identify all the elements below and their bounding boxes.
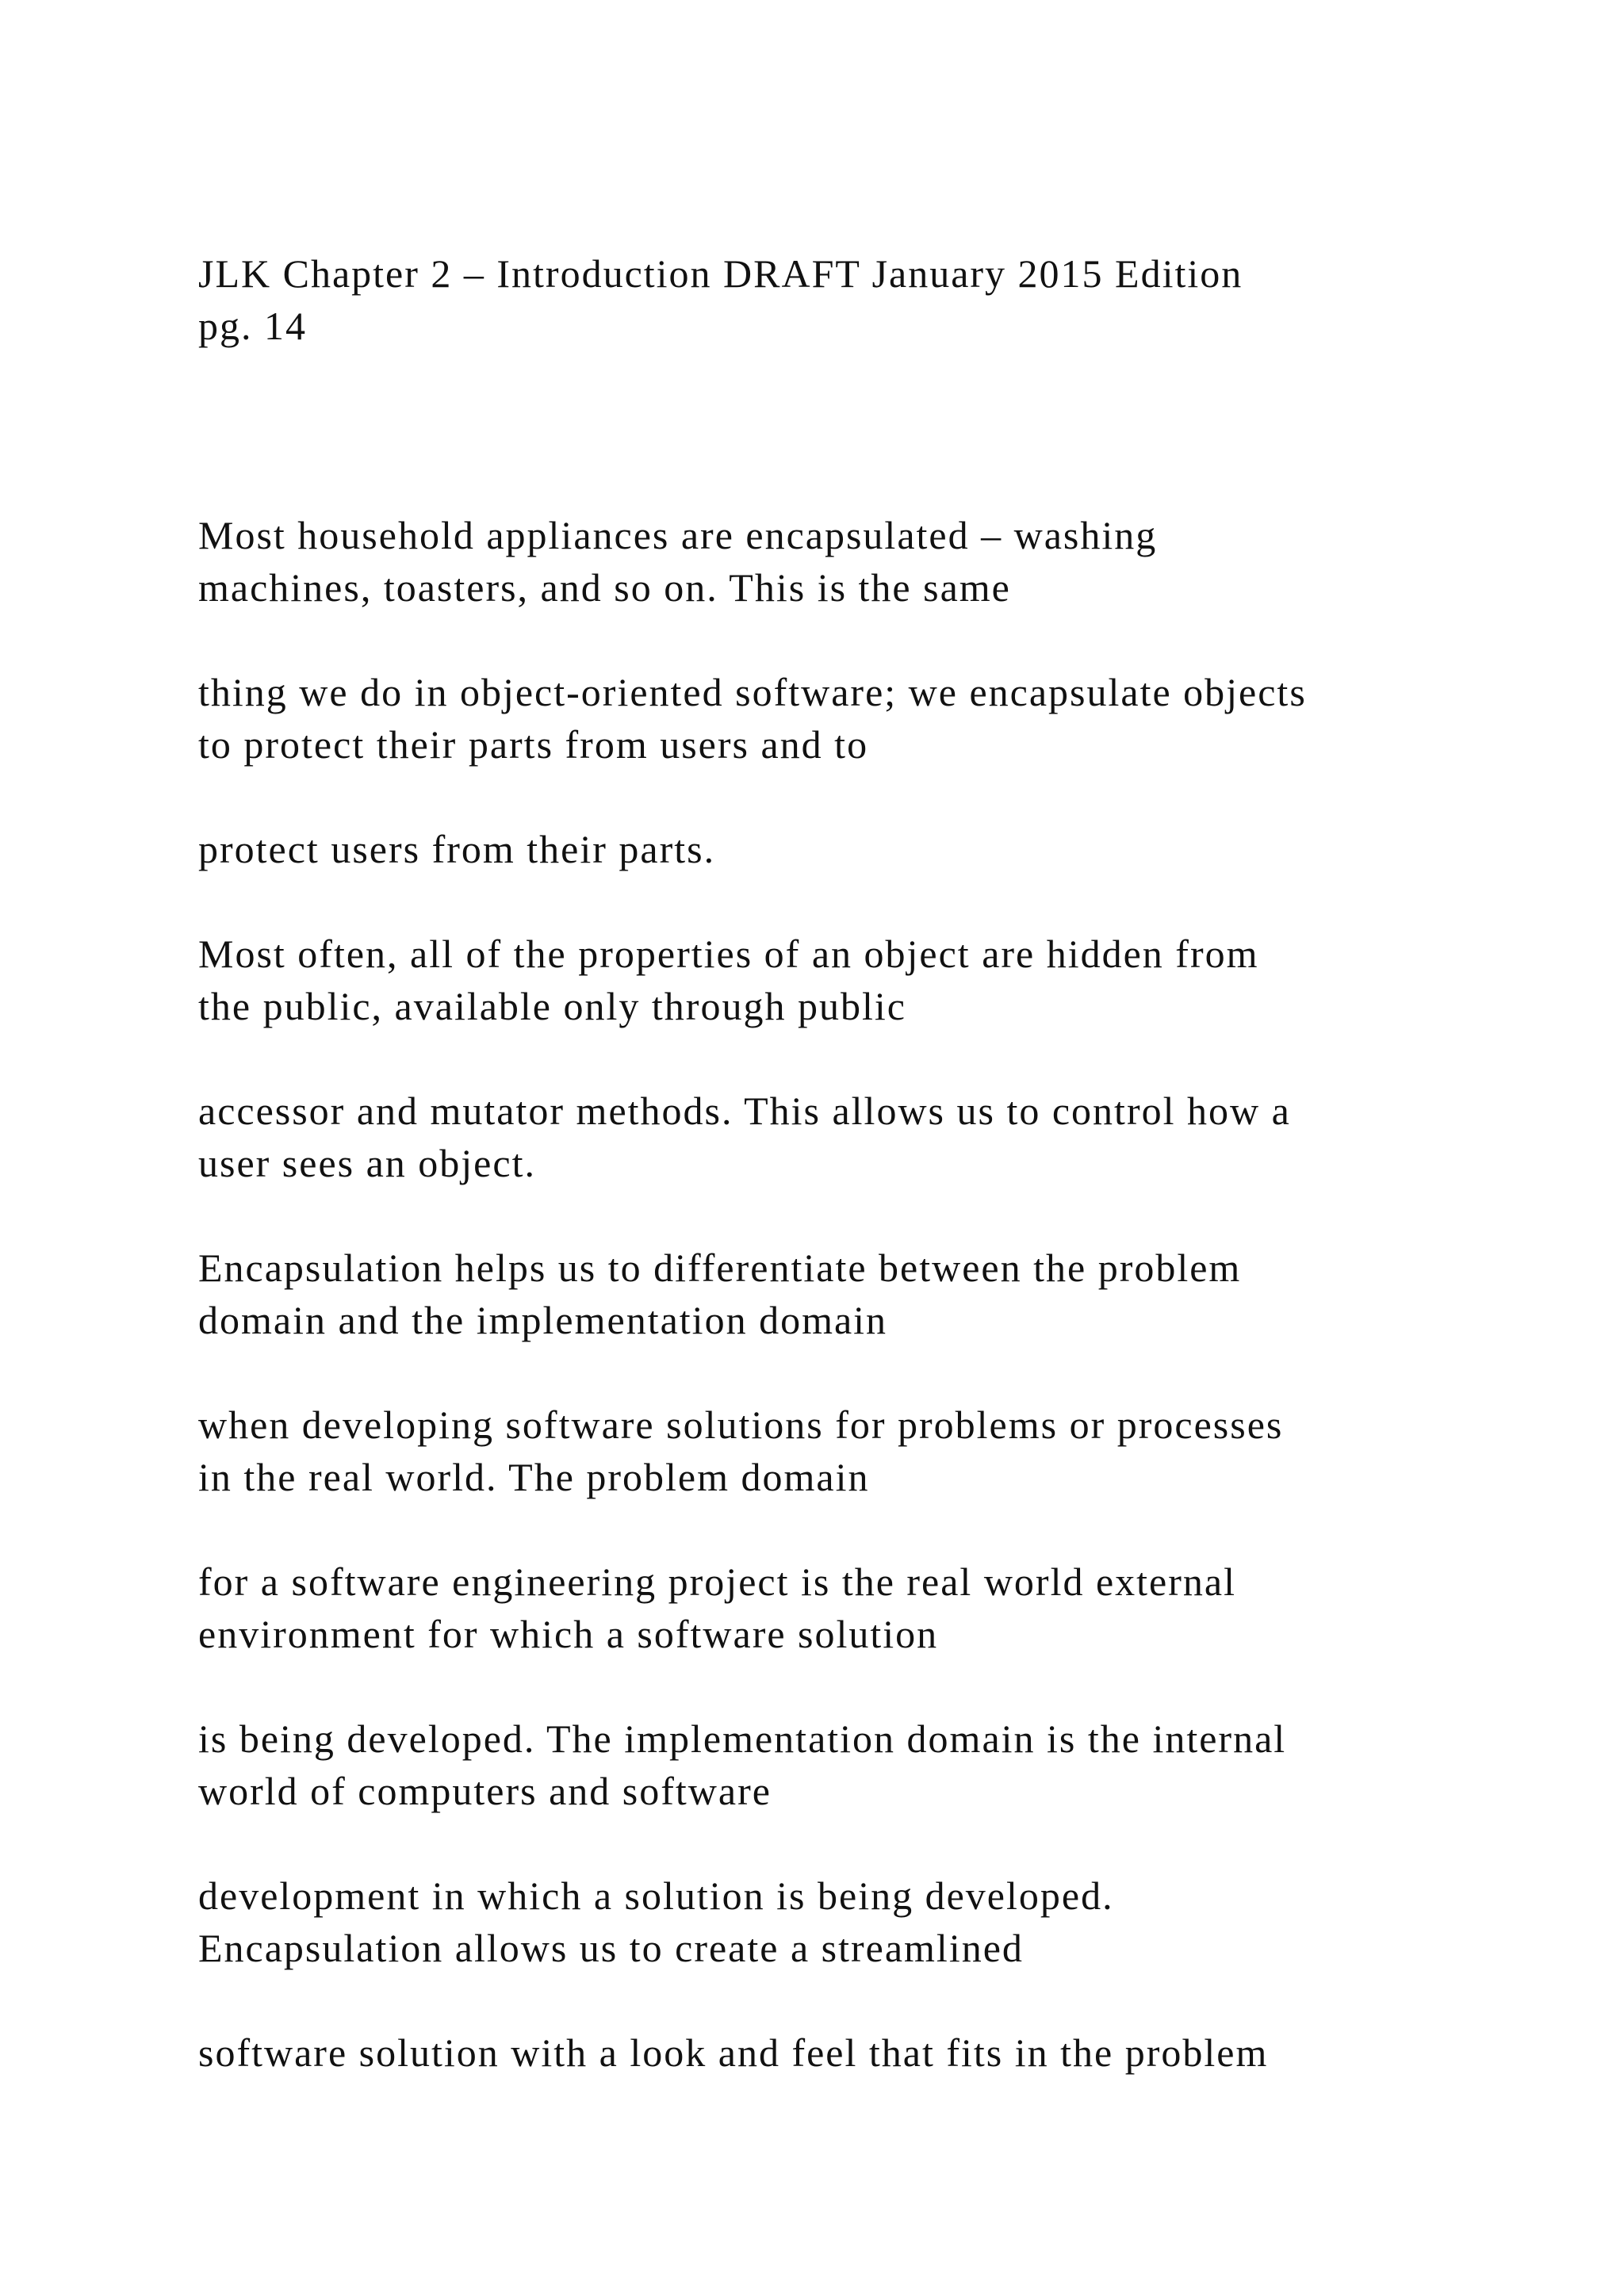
paragraph-line: Encapsulation helps us to differentiate between the problem	[198, 1246, 1242, 1290]
paragraph-line: development in which a solution is being developed.	[198, 1873, 1114, 1918]
paragraph-line: to protect their parts from users and to	[198, 722, 869, 767]
header-spacer	[198, 352, 1483, 509]
paragraph-line: when developing software solutions for problems or processes	[198, 1402, 1284, 1447]
header-page-number: pg. 14	[198, 304, 307, 348]
paragraph-10	[198, 1869, 1483, 1974]
paragraph-line: Most household appliances are encapsulated – washing	[198, 513, 1158, 557]
paragraph-line: Most often, all of the properties of an object are hidden from	[198, 932, 1259, 976]
paragraph-line: domain and the implementation domain	[198, 1298, 888, 1342]
paragraph-line: in the real world. The problem domain	[198, 1455, 870, 1499]
paragraph-7	[198, 1399, 1483, 1503]
paragraph-line: software solution with a look and feel that fits in the problem	[198, 2030, 1269, 2075]
paragraph-spacer	[198, 771, 1483, 823]
paragraph-spacer	[198, 875, 1483, 928]
paragraph-line: the public, available only through public	[198, 984, 906, 1028]
page-header	[198, 247, 1483, 352]
paragraph-4	[198, 928, 1483, 1032]
paragraph-line: machines, toasters, and so on. This is the same	[198, 565, 1011, 610]
document-body	[198, 247, 1483, 2079]
paragraph-line: environment for which a software solution	[198, 1612, 939, 1656]
paragraph-line: is being developed. The implementation domain is the internal	[198, 1716, 1287, 1761]
paragraph-line: world of computers and software	[198, 1769, 772, 1813]
paragraph-line: accessor and mutator methods. This allows us to control how a	[198, 1089, 1291, 1133]
paragraph-8	[198, 1556, 1483, 1660]
paragraph-spacer	[198, 1817, 1483, 1869]
paragraph-spacer	[198, 1503, 1483, 1556]
paragraph-spacer	[198, 1974, 1483, 2026]
paragraph-line: protect users from their parts.	[198, 827, 716, 871]
paragraph-line: thing we do in object-oriented software; we encapsulate objects	[198, 670, 1307, 714]
paragraph-line: Encapsulation allows us to create a streamlined	[198, 1926, 1024, 1970]
paragraph-line: for a software engineering project is the real world external	[198, 1559, 1236, 1604]
paragraph-spacer	[198, 614, 1483, 666]
paragraph-1	[198, 509, 1483, 614]
paragraph-11	[198, 2026, 1483, 2079]
header-title-line: JLK Chapter 2 – Introduction DRAFT January 2015 Edition	[198, 251, 1243, 296]
paragraph-spacer	[198, 1189, 1483, 1242]
paragraph-spacer	[198, 1660, 1483, 1712]
paragraph-spacer	[198, 1032, 1483, 1085]
paragraph-line: user sees an object.	[198, 1141, 536, 1185]
paragraph-2	[198, 666, 1483, 771]
paragraph-9	[198, 1712, 1483, 1817]
paragraph-spacer	[198, 1346, 1483, 1399]
paragraph-3	[198, 823, 1483, 875]
paragraph-5	[198, 1085, 1483, 1189]
paragraph-6	[198, 1242, 1483, 1346]
